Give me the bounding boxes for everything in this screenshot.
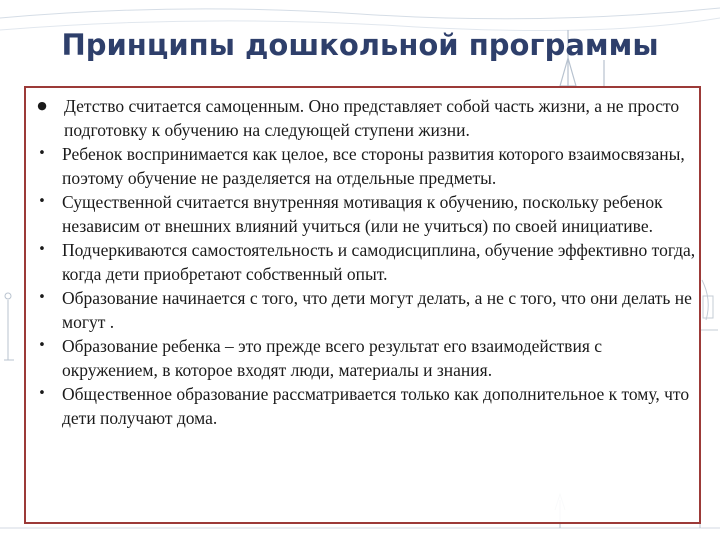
list-item-text: Общественное образование рассматривается только как дополнительное к тому, что дети получают дома. [62,384,690,428]
list-item-text: Существенной считается внутренняя мотивация к обучению, поскольку ребенок независим от внешних влияний учиться (или не учиться) по своей инициативе. [62,192,663,236]
list-item-text: Детство считается самоценным. Оно представляет собой часть жизни, а не просто подготовку к обучению на следующей ступени жизни. [64,96,680,140]
list-item-text: Подчеркиваются самостоятельность и самодисциплина, обучение эффективно тогда, когда дети приобретают собственный опыт. [62,240,696,284]
list-item [30,94,698,142]
slide-title: Принципы дошкольной программы [61,28,659,62]
list-item [30,334,698,382]
list-item-text: Образование ребенка – это прежде всего результат его взаимодействия с окружением, в которое входят люди, материалы и знания. [62,336,603,380]
list-item [30,142,698,190]
bullet-icon: • [38,194,46,209]
bullet-icon: • [38,338,46,353]
list-item-text: Ребенок воспринимается как целое, все стороны развития которого взаимосвязаны, поэтому обучение не разделяется на отдельные предметы. [62,144,685,188]
building-sketch-icon [700,280,718,330]
bullet-icon: • [38,290,46,305]
wave-line-icon [0,8,720,19]
list-item [30,190,698,238]
bullet-icon: • [38,386,46,401]
bullet-list [30,94,698,430]
list-item [30,382,698,430]
list-item [30,238,698,286]
bullet-icon: ● [37,99,47,112]
list-item [30,286,698,334]
lamp-sketch-icon [4,293,14,360]
bullet-icon: • [38,146,46,161]
bullet-icon: • [38,242,46,257]
list-item-text: Образование начинается с того, что дети могут делать, а не с того, что они делать не могут . [62,288,692,332]
